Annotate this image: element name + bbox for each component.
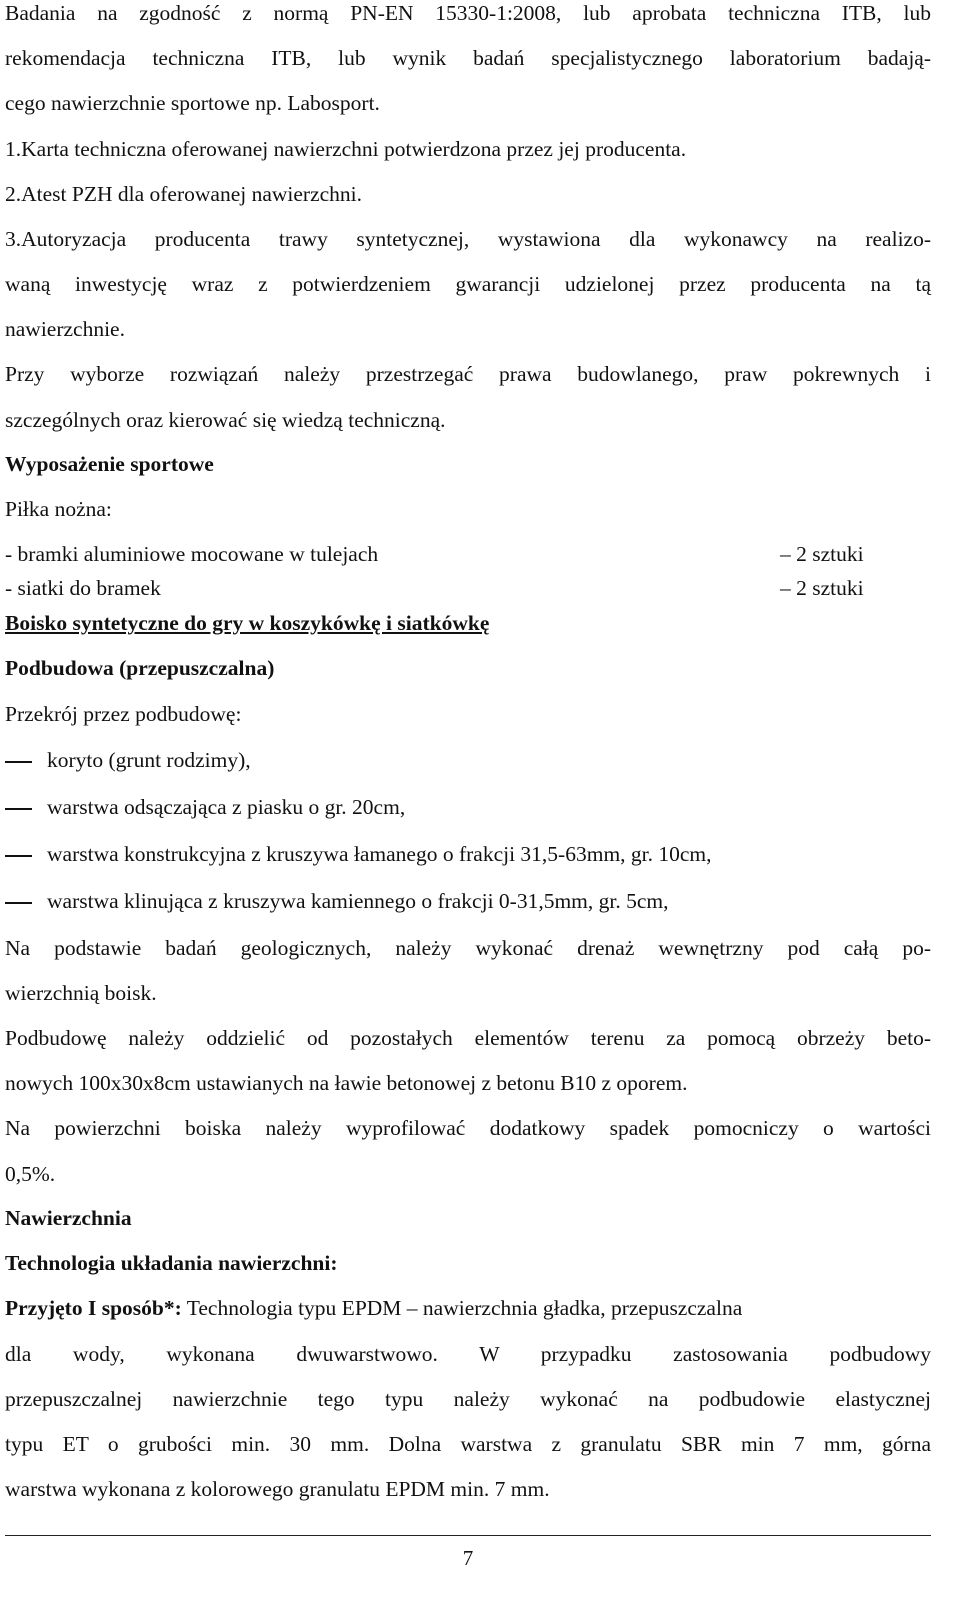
dash-bullet [5,761,32,763]
list-item: 2.Atest PZH dla oferowanej nawierzchni. [5,182,363,206]
cross-section-label: Przekrój przez podbudowę: [5,702,242,726]
equipment-item-name: - siatki do bramek [5,576,161,600]
paragraph-line: wierzchnią boisk. [5,981,157,1005]
paragraph-line: nowych 100x30x8cm ustawianych na ławie betonowej z betonu B10 z oporem. [5,1071,688,1095]
layer-text: koryto (grunt rodzimy), [47,748,251,772]
list-item-continued: waną inwestycję wraz z potwierdzeniem gwarancji udzielonej przez producenta na tą [5,272,931,296]
paragraph-line: szczególnych oraz kierować się wiedzą techniczną. [5,408,446,432]
subheading: Piłka nożna: [5,497,112,521]
paragraph-line: dla wody, wykonana dwuwarstwowo. W przypadku zastosowania podbudowy [5,1342,931,1366]
list-item: 3.Autoryzacja producenta trawy syntetycznej, wystawiona dla wykonawcy na realizo- [5,227,931,251]
layer-text: warstwa odsączająca z piasku o gr. 20cm, [47,795,406,819]
method-line [5,1297,742,1320]
page-number: 7 [462,1546,474,1570]
paragraph-line: Na podstawie badań geologicznych, należy wykonać drenaż wewnętrzny pod całą po- [5,936,931,960]
paragraph-line: 0,5%. [5,1162,56,1186]
paragraph-line: Podbudowę należy oddzielić od pozostałych elementów terenu za pomocą obrzeży beto- [5,1026,931,1050]
paragraph-line: rekomendacja techniczna ITB, lub wynik badań specjalistycznego laboratorium badają- [5,46,931,70]
technology-heading: Technologia układania nawierzchni: [5,1251,338,1275]
dash-bullet [5,855,32,857]
equipment-item-name: - bramki aluminiowe mocowane w tulejach [5,542,379,566]
paragraph-line: typu ET o grubości min. 30 mm. Dolna warstwa z granulatu SBR min 7 mm, górna [5,1432,931,1456]
layer-text: warstwa konstrukcyjna z kruszywa łamanego o frakcji 31,5-63mm, gr. 10cm, [47,842,712,866]
paragraph-line: Przy wyborze rozwiązań należy przestrzegać prawa budowlanego, praw pokrewnych i [5,362,931,386]
equipment-item-qty: – 2 sztuki [780,576,864,600]
list-item: 1.Karta techniczna oferowanej nawierzchni potwierdzona przez jej producenta. [5,137,687,161]
section-heading: Boisko syntetyczne do gry w koszykówkę i siatkówkę [5,611,490,635]
dash-bullet [5,808,32,810]
paragraph-line: przepuszczalnej nawierzchnie tego typu należy wykonać na podbudowie elastycznej [5,1387,931,1411]
layer-text: warstwa klinująca z kruszywa kamiennego o frakcji 0-31,5mm, gr. 5cm, [47,889,669,913]
section-heading: Wyposażenie sportowe [5,452,214,476]
paragraph-line: cego nawierzchnie sportowe np. Labosport. [5,91,380,115]
paragraph-line: Na powierzchni boiska należy wyprofilować dodatkowy spadek pomocniczy o wartości [5,1116,931,1140]
list-item-continued: nawierzchnie. [5,317,125,341]
method-label: Przyjęto I sposób*: [5,1296,182,1320]
equipment-item-qty: – 2 sztuki [780,542,864,566]
subsection-heading: Podbudowa (przepuszczalna) [5,656,275,680]
method-text: Technologia typu EPDM – nawierzchnia gładka, przepuszczalna [181,1296,743,1320]
paragraph-line: Badania na zgodność z normą PN-EN 15330-1:2008, lub aprobata techniczna ITB, lub [5,1,931,25]
dash-bullet [5,902,32,904]
surface-heading: Nawierzchnia [5,1206,132,1230]
footer-divider [5,1535,931,1536]
paragraph-line: warstwa wykonana z kolorowego granulatu EPDM min. 7 mm. [5,1477,550,1501]
